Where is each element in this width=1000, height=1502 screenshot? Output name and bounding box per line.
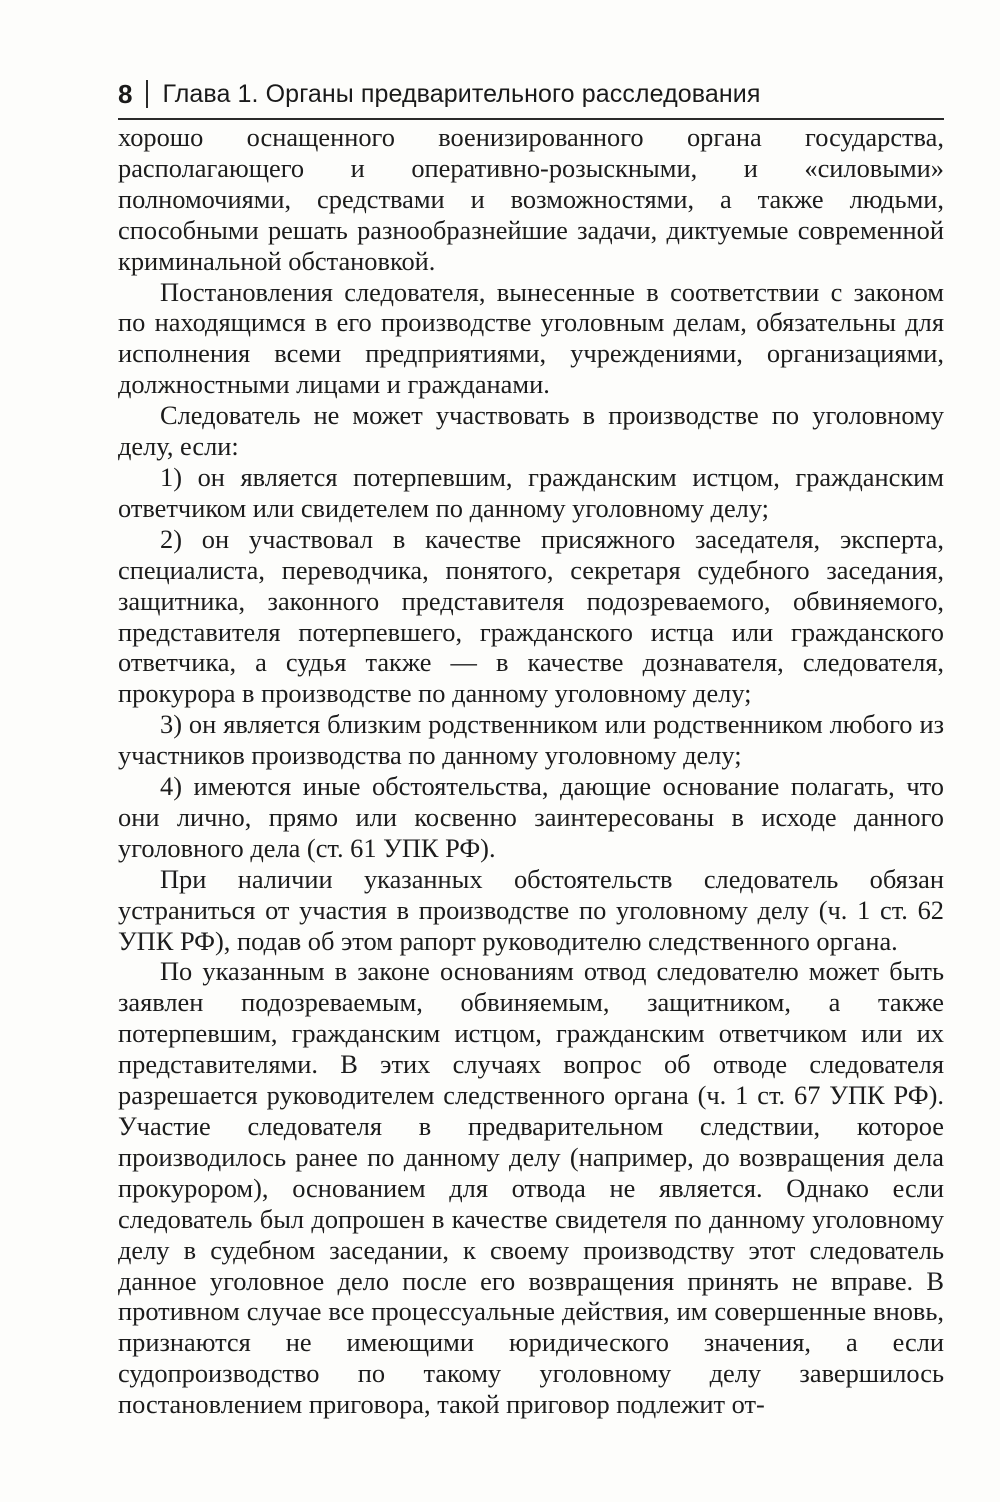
list-item: 1) он является потерпевшим, гражданским истцом, гражданским ответчиком или свидетелем по данному уголовному делу; [118, 461, 944, 523]
paragraph: По указанным в законе основаниям отвод следователю может быть заявлен подозреваемым, обвиняемым, защитником, а также потерпевшим, гражданским истцом, гражданским ответчиком или их представителями. В этих случаях вопрос об отводе следователя разрешается руководителем следственного органа (ч. 1 ст. 67 УПК РФ). Участие следователя в предварительном следствии, которое производилось ранее по данному делу (например, до возвращения дела прокурором), основанием для отвода не является. Однако если следователь был допрошен в качестве свидетеля по данному уголовному делу в судебном заседании, к своему производству этот следователь данное уголовное дело после его возвращения принять не вправе. В противном случае все процессуальные действия, им совершенные вновь, признаются не имеющими юридического значения, а если судопроизводство по такому уголовному делу завершилось постановлением приговора, такой приговор подлежит от- [118, 956, 944, 1420]
header-separator [146, 80, 148, 108]
chapter-title: Глава 1. Органы предварительного расследования [162, 79, 761, 108]
body-text [118, 122, 944, 1420]
page-number: 8 [118, 78, 133, 109]
list-item: 4) имеются иные обстоятельства, дающие основание полагать, что они лично, прямо или косвенно заинтересованы в исходе данного уголовного дела (ст. 61 УПК РФ). [118, 771, 944, 863]
list-item: 3) он является близким родственником или родственником любого из участников производства по данному уголовному делу; [118, 709, 944, 771]
list-item: 2) он участвовал в качестве присяжного заседателя, эксперта, специалиста, переводчика, понятого, секретаря судебного заседания, защитника, законного представителя подозреваемого, обвиняемого, представителя потерпевшего, гражданского истца или гражданского ответчика, а судья также — в качестве дознавателя, следователя, прокурора в производстве по данному уголовному делу; [118, 523, 944, 709]
paragraph: Следователь не может участвовать в производстве по уголовному делу, если: [118, 400, 944, 462]
paragraph: При наличии указанных обстоятельств следователь обязан устраниться от участия в производстве по уголовному делу (ч. 1 ст. 62 УПК РФ), подав об этом рапорт руководителю следственного органа. [118, 863, 944, 956]
header-rule [118, 118, 944, 120]
running-header [118, 74, 944, 114]
paragraph: Постановления следователя, вынесенные в соответствии с законом по находящимся в его производстве уголовным делам, обязательны для исполнения всеми предприятиями, учреждениями, организациями, должностными лицами и гражданами. [118, 276, 944, 400]
paragraph-continued: хорошо оснащенного военизированного органа государства, располагающего и оперативно-розыскными, и «силовыми» полномочиями, средствами и возможностями, а также людьми, способными решать разнообразнейшие задачи, диктуемые современной криминальной обстановкой. [118, 122, 944, 276]
